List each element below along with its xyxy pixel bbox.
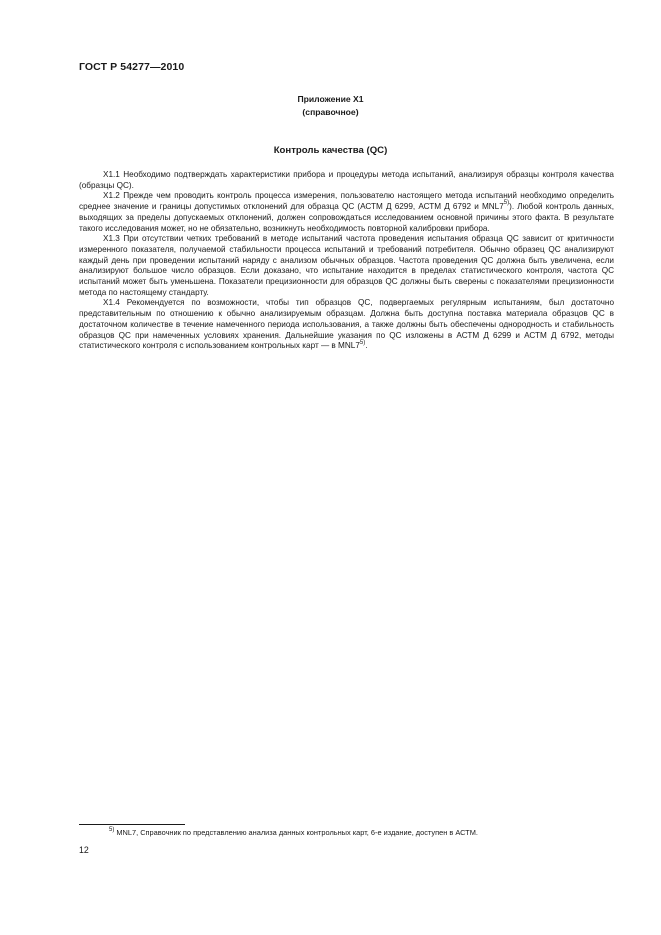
footnote (109, 828, 478, 838)
appendix-heading (0, 93, 661, 118)
document-standard-id: ГОСТ Р 54277—2010 (79, 61, 185, 73)
body-text (79, 170, 614, 352)
footnote-text: MNL7, Справочник по представлению анализа данных контрольных карт, 6-е издание, доступен в АСТМ. (114, 828, 478, 837)
appendix-subtitle: (справочное) (302, 106, 359, 117)
page-number: 12 (79, 845, 89, 855)
paragraph-x1-2 (79, 191, 614, 234)
paragraph-x1-3: Х1.3 При отсутствии четких требований в методе испытаний частота проведения испытания образца QC зависит от критичности измеренного показателя, получаемой стабильности процесса испытаний и требований потребителя. Обычно образец QC анализируют каждый день при проведении испытаний наряду с анализом обычных образцов. Частота проведения QC должна быть увеличена, если анализируют большое число образцов. Если доказано, что испытание находится в пределах статистического контроля, частота QC испытаний может быть уменьшена. Показатели прецизионности для образцов QC должны быть сверены с показателями прецизионности метода по настоящему стандарту. (79, 234, 614, 297)
paragraph-x1-4-text-b: . (365, 341, 368, 351)
section-title: Контроль качества (QC) (273, 145, 388, 156)
footnote-reference: 5) (503, 200, 510, 207)
paragraph-x1-4 (79, 298, 614, 352)
paragraph-x1-2-text-a: Х1.2 Прежде чем проводить контроль процесса измерения, пользователю настоящего метода испытаний необходимо определить среднее значение и границы допустимых отклонений для образца QC (АСТМ Д 6299, АСТМ Д 6792 и MNL7 (79, 191, 614, 212)
footnote-marker: 5) (109, 826, 115, 833)
appendix-title: Приложение Х1 (297, 94, 364, 104)
footnote-divider (79, 824, 185, 825)
footnote-reference: 5) (359, 339, 366, 346)
paragraph-x1-4-text-a: Х1.4 Рекомендуется по возможности, чтобы тип образцов QC, подвергаемых регулярным испытаниям, был достаточно представительным по отношению к обычно анализируемым образцам. Должна быть доступна поставка материала образцов QC в достаточном количестве в течение намеченного периода использования, а также должны быть обеспечены однородность и стабильность образцов QC при намеченных условиях хранения. Дальнейшие указания по QC изложены в АСТМ Д 6299 и АСТМ Д 6792, методы статистического контроля с использованием контрольных карт — в MNL7 (79, 298, 614, 351)
paragraph-x1-1: Х1.1 Необходимо подтверждать характеристики прибора и процедуры метода испытаний, анализируя образцы контроля качества (образцы QC). (79, 170, 614, 190)
paragraph-x1-2-text-b: ). Любой контроль данных, выходящих за пределы допускаемых отклонений, должен сопровождаться исследованием основной причины этого факта. В результате такого исследования может, но не обязательно, возникнуть необходимость повторной калибровки прибора. (79, 202, 614, 233)
